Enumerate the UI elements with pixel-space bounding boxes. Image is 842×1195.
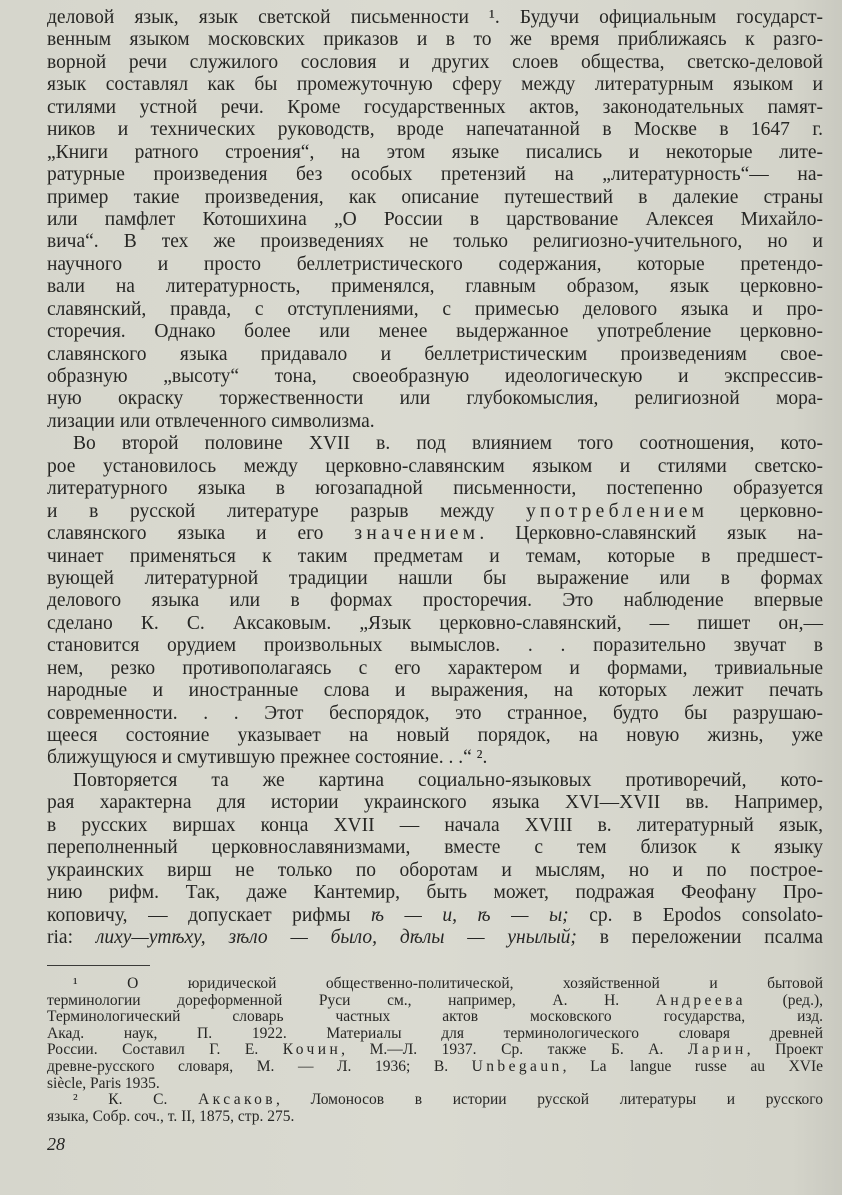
text-segment: нию рифм. Так, даже Кантемир, быть может, подражая Феофану Про- — [47, 882, 823, 904]
footnote-line — [47, 1026, 823, 1043]
text-segment: ную окраску торжественности или глубокомыслия, религиозной мора- — [47, 388, 823, 410]
text-segment: венным языком московских приказов и в то же время приближаясь к разго- — [47, 29, 823, 51]
page-number: 28 — [47, 1134, 65, 1154]
text-segment: делового языка или в формах просторечия. Это наблюдение впервые — [47, 590, 823, 612]
text-segment: коповичу, — допускает рифмы — [47, 904, 371, 926]
text-line — [47, 52, 823, 74]
text-segment: нем, резко противополагаясь с его характером и формами, тривиальные — [47, 657, 823, 679]
italic-text: лиху—утѣху, зѣло — было, дѣлы — унылый; — [95, 926, 577, 948]
text-line — [47, 74, 823, 96]
footnote-line — [47, 1092, 823, 1109]
footnote-line — [47, 1059, 823, 1076]
spaced-emphasis: Ларин — [687, 1041, 747, 1059]
text-segment: пример такие произведения, как описание путешествий в далекие страны — [47, 186, 823, 208]
text-segment: становится орудием произвольных вымыслов. . . поразительно звучат в — [47, 635, 823, 657]
text-line — [47, 568, 823, 590]
spaced-emphasis: значением — [354, 523, 480, 545]
text-segment: украинских вирш не только по оборотам и мыслям, но и по построе- — [47, 859, 823, 881]
text-line — [47, 905, 823, 927]
text-segment: славянский, правда, с отступлениями, с примесью делового языка и про- — [47, 298, 823, 320]
text-segment: (ред.), — [745, 991, 823, 1009]
spaced-emphasis: Аксаков — [198, 1091, 277, 1109]
text-segment: в русских виршах конца XVII — начала XVIII в. литературный язык, — [47, 814, 823, 836]
text-line — [47, 792, 823, 814]
text-segment: язык составлял как бы промежуточную сферу между литературным языком и — [47, 74, 823, 96]
text-segment: современности. . . Этот беспорядок, это странное, будто бы разрушаю- — [47, 702, 823, 724]
text-line — [47, 299, 823, 321]
footnote-line — [47, 1109, 823, 1126]
text-segment: древне-русского словаря, М. — Л. 1936; B. — [47, 1057, 472, 1075]
text-segment: ² К. С. — [73, 1091, 199, 1109]
text-segment: Повторяется та же картина социально-языковых противоречий, кото- — [73, 769, 823, 791]
spaced-emphasis: Unbegaun — [471, 1057, 563, 1075]
text-line — [47, 142, 823, 164]
footnote-line — [47, 976, 823, 993]
text-line — [47, 321, 823, 343]
text-segment: вича“. В тех же произведениях не только религиозно-учительного, но и — [47, 231, 823, 253]
text-segment: деловой язык, язык светской письменности ¹. Будучи официальным государст- — [47, 7, 823, 28]
text-line — [47, 411, 823, 433]
text-line — [47, 366, 823, 388]
text-line — [47, 209, 823, 231]
text-segment: Во второй половине XVII в. под влиянием того соотношения, кото- — [73, 433, 823, 455]
spaced-emphasis: Кочин — [282, 1041, 342, 1059]
text-segment: России. Составил Г. Е. — [47, 1041, 283, 1059]
text-line — [47, 276, 823, 298]
text-segment: вующей литературной традиции нашли бы выражение или в формах — [47, 567, 823, 589]
text-segment: народные и иностранные слова и выражения, на которых лежит печать — [47, 680, 823, 702]
text-segment: щееся состояние указывает на новый порядок, на новую жизнь, уже — [47, 725, 823, 746]
text-line — [47, 770, 823, 792]
text-line — [47, 658, 823, 680]
text-segment: ворной речи служилого сословия и других слоев общества, светско-деловой — [47, 51, 823, 73]
text-line — [47, 590, 823, 612]
text-line — [47, 119, 823, 141]
text-line — [47, 747, 823, 769]
text-line — [47, 456, 823, 478]
text-line — [47, 501, 823, 523]
text-segment: славянского языка и его — [47, 523, 355, 545]
spaced-emphasis: Андреева — [655, 991, 746, 1009]
text-segment: рое установилось между церковно-славянским языком и стилями светско- — [47, 455, 823, 477]
text-line — [47, 433, 823, 455]
text-line — [47, 703, 823, 725]
text-segment: Акад. наук, П. 1922. Материалы для терминологического словаря древней — [47, 1024, 823, 1042]
text-line — [47, 7, 823, 29]
text-line — [47, 231, 823, 253]
text-segment: литературного языка в югозападной письменности, постепенно образуется — [47, 478, 823, 500]
text-segment: вали на литературность, применялся, главным образом, язык церковно- — [47, 276, 823, 298]
text-line — [47, 837, 823, 859]
text-segment: и в русской литературе разрыв между — [47, 500, 527, 522]
text-line — [47, 254, 823, 276]
text-line — [47, 882, 823, 904]
text-segment: церковно- — [708, 500, 823, 522]
text-segment: , La langue russe au XVIe — [562, 1057, 823, 1075]
text-segment: , Проект — [746, 1041, 823, 1059]
text-segment: славянского языка придавало и беллетристическим произведениям свое- — [47, 343, 823, 365]
italic-text: ѣ — и, ѣ — ы; — [370, 904, 569, 926]
main-text — [47, 7, 823, 949]
text-segment: „Книги ратного строения“, на этом языке писались и некоторые лите- — [47, 141, 823, 163]
text-segment: рая характерна для истории украинского языка XVI—XVII вв. Например, — [47, 792, 823, 814]
text-segment: ria: — [47, 926, 96, 948]
text-line — [47, 815, 823, 837]
text-segment: сделано К. С. Аксаковым. „Язык церковно-славянский, — пишет он,— — [47, 612, 823, 634]
text-segment: научного и просто беллетристического содержания, которые претендо- — [47, 253, 823, 275]
text-line — [47, 613, 823, 635]
text-segment: ратурные произведения без особых претензий на „литературность“— на- — [47, 164, 823, 186]
text-line — [47, 546, 823, 568]
text-line — [47, 187, 823, 209]
spaced-emphasis: употреблением — [526, 500, 709, 522]
text-line — [47, 388, 823, 410]
text-segment: языка, Собр. соч., т. II, 1875, стр. 275. — [47, 1107, 295, 1125]
text-segment: стилями устной речи. Кроме государственных актов, законодательных памят- — [47, 96, 823, 118]
text-line — [47, 97, 823, 119]
text-segment: ср. в Epodos consolato- — [568, 904, 824, 926]
text-line — [47, 164, 823, 186]
text-line — [47, 860, 823, 882]
text-segment: или памфлет Котошихина „О России в царствование Алексея Михайло- — [47, 208, 823, 230]
text-segment: в переложении псалма — [576, 926, 824, 948]
footnote-divider — [47, 965, 150, 966]
text-line — [47, 523, 823, 545]
text-line — [47, 927, 823, 949]
text-segment: образную „высоту“ тона, своеобразную идеологическую и экспрессив- — [47, 366, 823, 387]
text-segment: ¹ О юридической общественно-политической, хозяйственной и бытовой — [73, 975, 823, 992]
text-line — [47, 635, 823, 657]
text-line — [47, 725, 823, 747]
text-segment: siècle, Paris 1935. — [47, 1074, 160, 1092]
text-segment: Терминологический словарь частных актов московского государства, изд. — [47, 1008, 823, 1026]
footnote-line — [47, 1042, 823, 1059]
text-segment: лизации или отвлеченного символизма. — [47, 410, 375, 432]
footnote-line — [47, 1009, 823, 1026]
footnote-line — [47, 1076, 823, 1093]
text-segment: . Церковно-славянский язык на- — [479, 523, 823, 545]
text-segment: сторечия. Однако более или менее выдержанное употребление церковно- — [47, 321, 823, 343]
text-segment: ников и технических руководств, вроде напечатанной в Москве в 1647 г. — [47, 119, 823, 141]
text-segment: переполненный церковнославянизмами, вместе с тем близок к языку — [47, 837, 823, 859]
text-segment: , М.—Л. 1937. Ср. также Б. А. — [341, 1041, 688, 1059]
text-segment: чинает применяться к таким предметам и темам, которые в предшест- — [47, 545, 823, 567]
footnote-line — [47, 993, 823, 1010]
text-line — [47, 478, 823, 500]
text-segment: ближущуюся и смутившую прежнее состояние. . .“ ². — [47, 747, 488, 769]
text-segment: , Ломоносов в истории русской литературы и русского — [276, 1091, 823, 1109]
text-line — [47, 680, 823, 702]
text-segment: терминологии дореформенной Руси см., например, А. Н. — [47, 991, 656, 1009]
footnotes — [47, 976, 823, 1125]
text-line — [47, 344, 823, 366]
text-line — [47, 29, 823, 51]
